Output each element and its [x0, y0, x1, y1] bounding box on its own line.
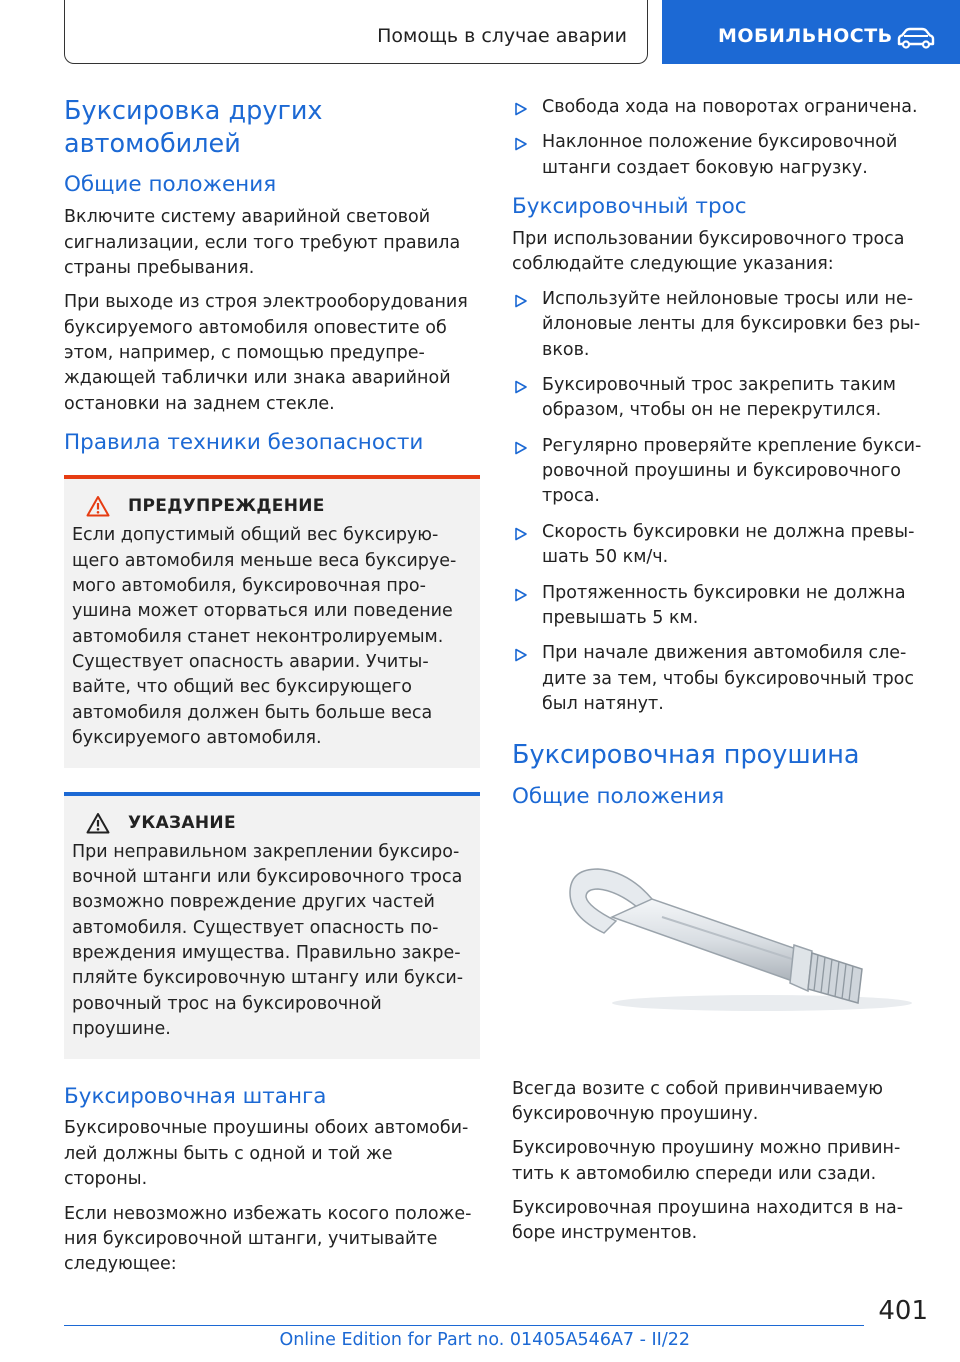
triangle-bullet-icon: [514, 380, 528, 394]
triangle-bullet-icon: [514, 102, 528, 116]
paragraph: Буксировочная проушина находится в наборе инструментов.: [512, 1198, 904, 1244]
paragraph: При использовании буксировочного троса соблюдайте следующие указания:: [512, 229, 905, 275]
triangle-bullet-icon: [514, 588, 528, 602]
triangle-bullet-icon: [514, 294, 528, 308]
note-label: УКАЗАНИЕ: [128, 812, 236, 833]
list-item: Свобода хода на поворотах ограничена.: [512, 95, 928, 120]
left-column: [64, 95, 480, 1287]
list-item: Протяженность буксировки не должна превышать 5 км.: [512, 581, 928, 632]
paragraph: При выходе из строя электрооборудования буксируемого автомобиля оповестите об этом, например, с помощью предупреждающей таблички или знака аварийной остановки на заднем стекле.: [64, 292, 468, 414]
paragraph: Если невозможно избежать косого положения буксировочной штанги, учитывайте следующее:: [64, 1203, 472, 1275]
header-section-tab: [64, 0, 648, 64]
header-chapter-title: МОБИЛЬНОСТЬ: [718, 25, 893, 47]
list-item: Буксировочный трос закрепить таким образом, чтобы он не перекрутился.: [512, 373, 928, 424]
footer-edition: Online Edition for Part no. 01405A546A7 - II/22: [279, 1330, 690, 1350]
list-item: Регулярно проверяйте крепление буксировочной проушины и буксировочного троса.: [512, 434, 928, 510]
triangle-bullet-icon: [514, 648, 528, 662]
subsection-safety: Правила техники безопасности: [64, 430, 424, 456]
tow-eye-illustration: [512, 833, 928, 1063]
paragraph: Буксировочные проушины обоих автомобилей должны быть с одной и той же стороны.: [64, 1118, 469, 1190]
paragraph: Всегда возите с собой привинчиваемую буксировочную проушину.: [512, 1078, 884, 1124]
warning-triangle-icon: [86, 495, 110, 517]
right-column: [512, 95, 928, 1256]
paragraph: Включите систему аварийной световой сигнализации, если того требуют правила страны пребывания.: [64, 207, 461, 278]
subsection-tow-rope: Буксировочный трос: [512, 194, 747, 220]
page-number: 401: [878, 1296, 928, 1326]
subsection-general: Общие положения: [512, 783, 725, 809]
warning-label: ПРЕДУПРЕЖДЕНИЕ: [128, 496, 325, 517]
header-chapter-tab: [662, 0, 960, 64]
list-item: Наклонное положение буксировочной штанги создает боковую нагрузку.: [512, 130, 928, 181]
footer-divider: [64, 1325, 864, 1326]
section-title-towing-others: Буксировка других автомобилей: [64, 96, 323, 160]
note-box: [64, 792, 480, 1059]
list-item: Скорость буксировки не должна превышать 50 км/ч.: [512, 520, 928, 571]
subsection-tow-bar: Буксировочная штанга: [64, 1083, 327, 1109]
warning-box: [64, 475, 480, 767]
section-title-tow-eye: Буксировочная проушина: [512, 740, 860, 771]
car-icon: [896, 27, 936, 49]
tow-eye-image: [512, 833, 928, 1063]
list-item: При начале движения автомобиля следите за тем, чтобы буксировочный трос был натянут.: [512, 641, 928, 717]
triangle-bullet-icon: [514, 441, 528, 455]
warning-text: Если допустимый общий вес буксирующего автомобиля меньше веса буксируемого автомобиля, буксировочная проушина может оторваться или поведение автомобиля станет неконтролируемым. Существует опасность аварии. Учитывайте, что общий вес буксирующего автомобиля должен быть больше веса буксируемого автомобиля.: [72, 525, 457, 749]
triangle-bullet-icon: [514, 527, 528, 541]
note-text: При неправильном закреплении буксировочной штанги или буксировочного троса возможно повреждение других частей автомобиля. Существует опасность повреждения имущества. Правильно закрепляйте буксировочную штангу или буксировочный трос на буксировочной проушине.: [72, 841, 464, 1040]
header-section-title: Помощь в случае аварии: [377, 25, 627, 47]
paragraph: Буксировочную проушину можно привинтить к автомобилю спереди или сзади.: [512, 1138, 901, 1184]
subsection-general: Общие положения: [64, 172, 277, 198]
bullet-list: [512, 95, 928, 181]
note-triangle-icon: [86, 812, 110, 834]
list-item: Используйте нейлоновые тросы или нейлоновые ленты для буксировки без рывков.: [512, 287, 928, 363]
triangle-bullet-icon: [514, 137, 528, 151]
bullet-list: [512, 287, 928, 718]
